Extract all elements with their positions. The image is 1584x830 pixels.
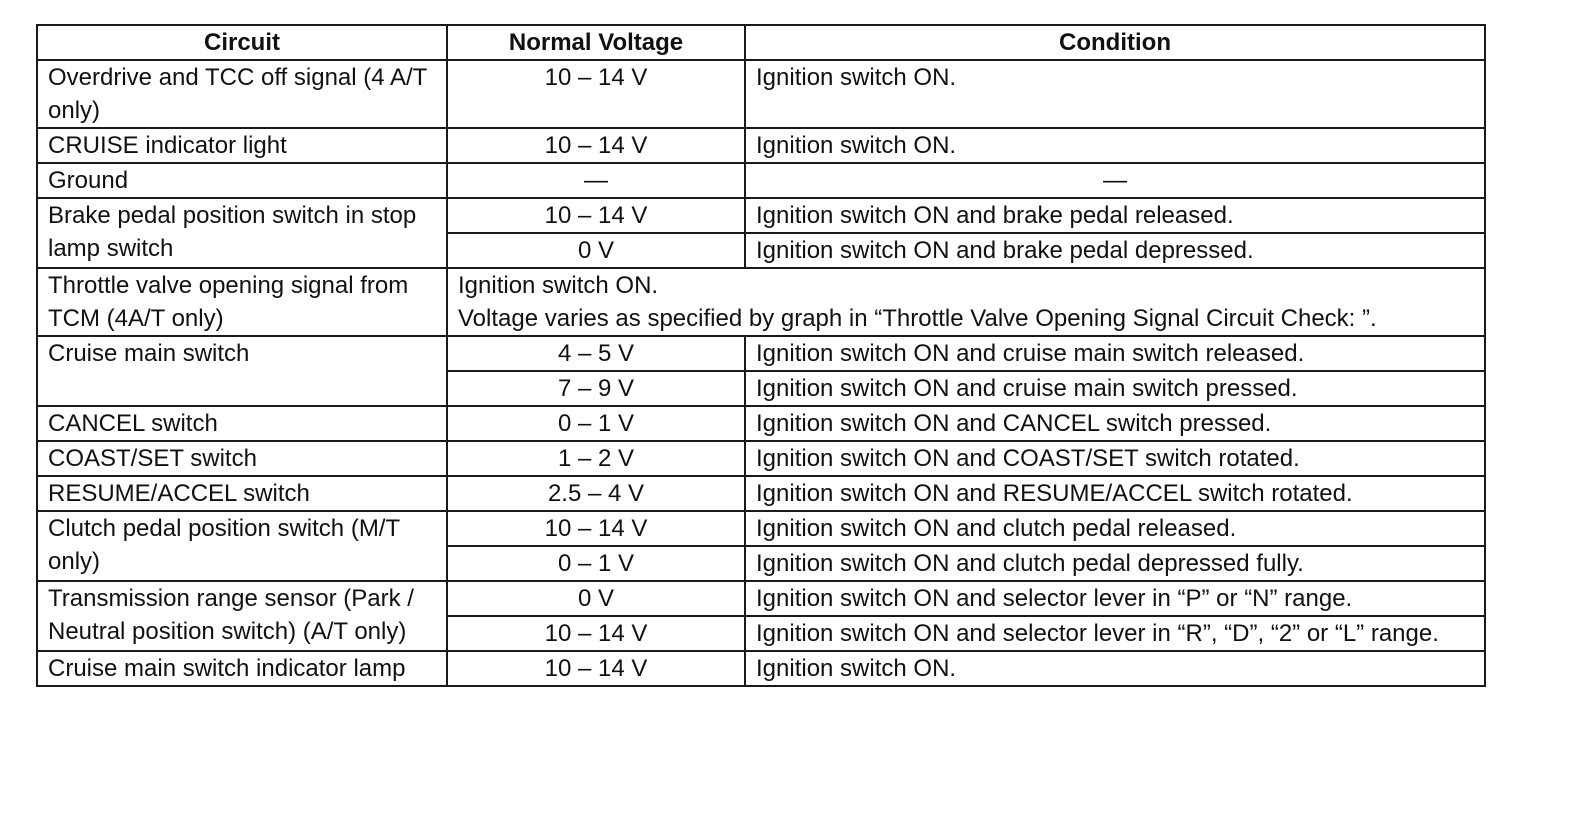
voltage-cell: — xyxy=(447,163,745,198)
merged-condition-note: Voltage varies as specified by graph in “Throttle Valve Opening Signal Circuit Check: ”. xyxy=(458,305,1377,332)
condition-cell: Ignition switch ON and CANCEL switch pressed. xyxy=(745,406,1485,441)
voltage-cell: 1 – 2 V xyxy=(447,441,745,476)
table-row xyxy=(37,511,1485,546)
condition-cell: Ignition switch ON and COAST/SET switch rotated. xyxy=(745,441,1485,476)
circuit-cell: Ground xyxy=(37,163,447,198)
merged-condition-line: Ignition switch ON. xyxy=(458,272,659,299)
circuit-cell: Throttle valve opening signal from TCM (4A/T only) xyxy=(37,268,447,336)
condition-cell: Ignition switch ON. xyxy=(745,60,1485,128)
table-row xyxy=(37,581,1485,616)
condition-cell: Ignition switch ON. xyxy=(745,128,1485,163)
circuit-column-header: Circuit xyxy=(37,25,447,60)
circuit-cell: CRUISE indicator light xyxy=(37,128,447,163)
merged-condition-cell xyxy=(447,268,1485,336)
voltage-cell: 4 – 5 V xyxy=(447,336,745,371)
voltage-cell: 7 – 9 V xyxy=(447,371,745,406)
condition-cell: Ignition switch ON and RESUME/ACCEL switch rotated. xyxy=(745,476,1485,511)
table-row xyxy=(37,60,1485,128)
circuit-cell: CANCEL switch xyxy=(37,406,447,441)
condition-cell: Ignition switch ON. xyxy=(745,651,1485,686)
voltage-cell: 10 – 14 V xyxy=(447,651,745,686)
circuit-cell: Transmission range sensor (Park / Neutral position switch) (A/T only) xyxy=(37,581,447,651)
condition-column-header: Condition xyxy=(745,25,1485,60)
circuit-cell: Brake pedal position switch in stop lamp switch xyxy=(37,198,447,268)
voltage-cell: 10 – 14 V xyxy=(447,128,745,163)
table-row xyxy=(37,651,1485,686)
condition-cell: Ignition switch ON and cruise main switch released. xyxy=(745,336,1485,371)
voltage-cell: 0 V xyxy=(447,581,745,616)
table-row xyxy=(37,198,1485,233)
voltage-cell: 0 V xyxy=(447,233,745,268)
condition-cell: — xyxy=(745,163,1485,198)
condition-cell: Ignition switch ON and clutch pedal released. xyxy=(745,511,1485,546)
voltage-cell: 2.5 – 4 V xyxy=(447,476,745,511)
voltage-cell: 10 – 14 V xyxy=(447,198,745,233)
voltage-cell: 0 – 1 V xyxy=(447,546,745,581)
voltage-cell: 10 – 14 V xyxy=(447,616,745,651)
table-row xyxy=(37,441,1485,476)
table-row xyxy=(37,476,1485,511)
condition-cell: Ignition switch ON and brake pedal depressed. xyxy=(745,233,1485,268)
table-row xyxy=(37,406,1485,441)
circuit-cell: RESUME/ACCEL switch xyxy=(37,476,447,511)
condition-cell: Ignition switch ON and clutch pedal depressed fully. xyxy=(745,546,1485,581)
table-row xyxy=(37,268,1485,336)
circuit-cell: Overdrive and TCC off signal (4 A/T only) xyxy=(37,60,447,128)
voltage-column-header: Normal Voltage xyxy=(447,25,745,60)
circuit-cell: COAST/SET switch xyxy=(37,441,447,476)
condition-cell: Ignition switch ON and brake pedal released. xyxy=(745,198,1485,233)
circuit-cell: Cruise main switch xyxy=(37,336,447,406)
voltage-spec-table xyxy=(36,24,1486,687)
table-row xyxy=(37,128,1485,163)
table-row xyxy=(37,163,1485,198)
condition-cell: Ignition switch ON and cruise main switch pressed. xyxy=(745,371,1485,406)
table-header-row xyxy=(37,25,1485,60)
voltage-cell: 10 – 14 V xyxy=(447,511,745,546)
voltage-cell: 10 – 14 V xyxy=(447,60,745,128)
circuit-cell: Clutch pedal position switch (M/T only) xyxy=(37,511,447,581)
condition-cell: Ignition switch ON and selector lever in “R”, “D”, “2” or “L” range. xyxy=(745,616,1485,651)
voltage-cell: 0 – 1 V xyxy=(447,406,745,441)
circuit-cell: Cruise main switch indicator lamp xyxy=(37,651,447,686)
condition-cell: Ignition switch ON and selector lever in “P” or “N” range. xyxy=(745,581,1485,616)
table-row xyxy=(37,336,1485,371)
